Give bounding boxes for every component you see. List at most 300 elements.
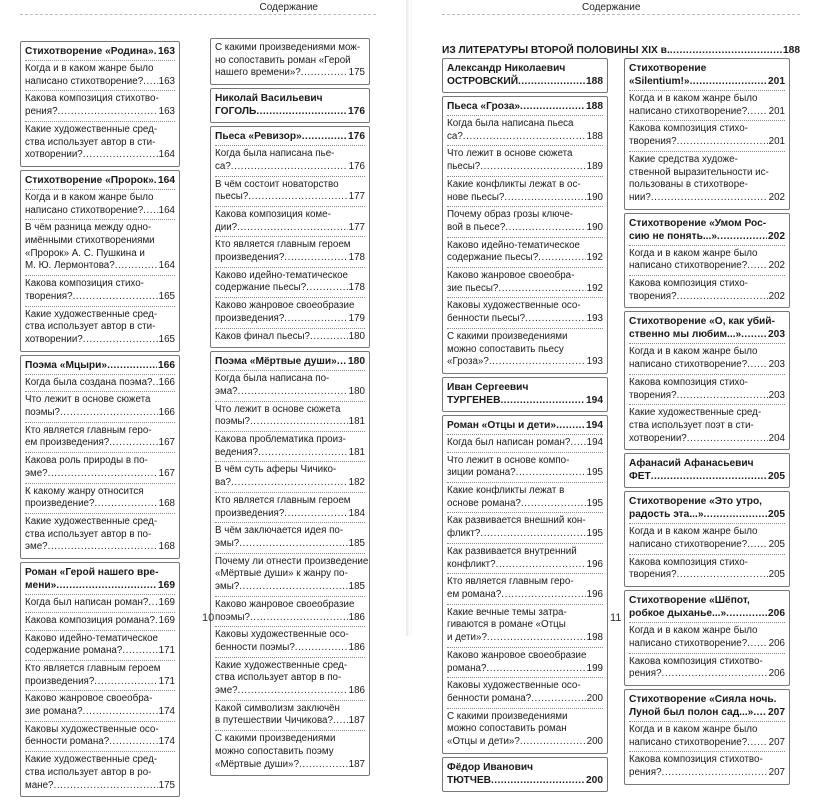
author-box [442,757,608,792]
entry-title [629,328,785,341]
page-ref: 176 [348,131,365,143]
page-ref: 180 [348,385,365,397]
item-divider [629,404,785,405]
question-text: написано стихотворение? [629,105,748,117]
question-text: и дети»? [447,632,487,644]
page-ref: 192 [586,252,603,264]
question-text: написано стихотворение? [629,736,748,748]
toc-entry [442,96,608,374]
question-text: Какова композиция романа? [25,614,155,626]
page-ref: 205 [768,569,785,581]
question [25,106,175,119]
leader-dots [143,205,157,218]
question-line: ственной выразительности ис- [629,166,769,178]
page-ref: 195 [586,497,603,509]
question-text: поэмы? [25,407,60,419]
page-ref: 193 [586,313,603,325]
question-text: вой в пьесе? [447,221,506,233]
leader-dots [284,313,347,326]
question-text: мане? [25,779,54,791]
leader-dots [250,416,348,429]
page-ref: 163 [158,106,175,118]
question [25,597,175,610]
leader-dots [48,541,158,554]
question-line: ства использует автор в по- [25,528,152,540]
leader-dots [531,693,585,706]
question-text: бенности романа? [25,736,110,748]
page-ref: 177 [348,221,365,233]
leader-dots [256,105,347,118]
toc-entry [210,126,370,348]
page-ref: 206 [768,608,785,620]
question-text: бенности поэмы? [215,641,295,653]
question-line: Кто является главным геро- [25,424,152,436]
item-divider [215,236,365,237]
question-text: бенности романа? [447,692,532,704]
question [447,252,603,265]
question [447,313,603,326]
question-line: В чём состоит новаторство [215,178,339,190]
page-ref: 188 [586,76,603,87]
question-line: Когда и в каком жанре было [629,247,758,259]
item-divider [215,145,365,146]
question [25,780,175,793]
page-ref: 167 [158,437,175,449]
page-ref: 205 [768,539,785,551]
question-line: С какими произведениями [215,733,336,745]
item-divider [629,90,785,91]
leader-dots [521,498,586,511]
page-ref: 186 [348,685,365,697]
page-ref: 169 [158,614,175,626]
leader-dots [747,106,767,119]
question-text: романа? [447,662,487,674]
item-divider [25,391,175,392]
right-column-1 [442,58,608,795]
item-divider [447,512,603,513]
question-text: са? [447,130,463,142]
toc-entry [624,590,790,686]
author-surname-text: ГОГОЛЬ [215,106,257,118]
question-text: нии? [629,191,651,203]
entry-title-text: «Silentium!» [629,76,690,87]
author-surname-text: ОСТРОВСКИЙ [447,76,519,87]
item-divider [447,708,603,709]
toc-entry [210,38,370,85]
item-divider [215,700,365,701]
item-divider [629,374,785,375]
question-line: Кто является главным героем [25,662,161,674]
leader-dots [107,359,157,372]
page-ref: 202 [768,290,785,302]
question-line: Каковы художественные осо- [215,629,349,641]
page-ref: 167 [158,467,175,479]
item-divider [215,626,365,627]
left-page [0,0,408,791]
toc-entry [624,689,790,785]
leader-dots [662,767,768,780]
page-ref: 169 [158,580,175,592]
page-ref: 200 [586,736,603,748]
leader-dots [677,569,768,582]
question-line: Какова композиция стихотво- [629,655,763,667]
question [215,759,365,772]
page-ref: 174 [158,736,175,748]
leader-dots [299,759,348,772]
entry-title-text: Поэма «Мёртвые души» [215,356,337,368]
question [215,252,365,265]
question-text: рения? [629,767,662,779]
question-line: Каково идейно-тематическое [215,269,348,281]
leader-dots [677,136,768,149]
item-divider [215,553,365,554]
question-text: нове пьесы? [447,191,505,203]
question [25,76,175,89]
question [25,437,175,450]
question [215,386,365,399]
question [629,433,785,446]
leader-dots [463,131,586,144]
entry-title [25,174,175,187]
question-text: творения? [629,389,677,401]
question-text: пьесы? [215,191,249,203]
question-line: Какие художественные сред- [25,515,158,527]
question-text: хотворении? [25,149,83,161]
leader-dots [726,607,767,620]
leader-dots [239,581,347,594]
page-ref: 194 [586,394,603,406]
question-text: творения? [25,290,73,302]
item-divider [447,115,603,116]
question-text: эме? [25,541,48,553]
entry-title-text: робкое дыханье...» [629,608,727,620]
question-line: но сопоставить роман «Герой [215,54,351,66]
leader-dots [310,331,348,344]
page-ref: 187 [348,758,365,770]
leader-dots [662,668,768,681]
leader-dots [717,230,767,243]
leader-dots [504,192,585,205]
entry-title [25,579,175,592]
question-line: В чём разница между одно- [25,222,152,234]
page-ref: 200 [586,774,603,786]
question-line: Когда и в каком жанре было [629,526,758,538]
page-ref: 175 [348,67,365,79]
leader-dots [496,559,586,572]
page-ref: 189 [586,161,603,173]
leader-dots [231,477,348,490]
item-divider [447,176,603,177]
page-ref: 164 [158,204,175,216]
question [25,260,175,273]
question-text: произведение? [25,498,95,510]
question [25,291,175,304]
question-text: творения? [629,569,677,581]
question-text: дии? [215,221,238,233]
toc-entry [442,415,608,754]
question-text: эма? [215,385,238,397]
entry-title [629,508,785,521]
question-line: Каковы художественные осо- [25,723,159,735]
page-ref: 195 [586,528,603,540]
question-line: Какова композиция стихо- [629,376,748,388]
item-divider [447,145,603,146]
author-surname [447,774,603,787]
question [215,581,365,594]
page-number-right: 11 [610,612,622,624]
question [447,693,603,706]
entry-title-text: сию не понять...» [629,230,717,242]
section-heading-line [442,44,800,57]
page-ref: 180 [348,330,365,342]
question [215,508,365,521]
leader-dots [248,191,347,204]
author-surname-text: ТЮТЧЕВ [447,774,492,786]
leader-dots [500,394,585,407]
toc-entry [624,311,790,450]
question-line: Что лежит в основе сюжета [447,148,573,160]
question-text: поэмы? [215,416,250,428]
item-divider [447,267,603,268]
question [447,528,603,541]
item-divider [629,245,785,246]
toc-entry [624,213,790,309]
question-line: можно сопоставить пьесу [447,343,564,355]
page-ref: 177 [348,191,365,203]
entry-title [25,45,175,58]
item-divider [629,622,785,623]
question-line: Почему образ грозы ключе- [447,209,574,221]
question-text: Когда был написан роман? [25,597,149,609]
author-surname [447,394,603,407]
page-ref: 188 [586,101,603,112]
leader-dots [520,736,586,749]
question-text: хотворении? [629,432,687,444]
page-ref: 164 [158,260,175,272]
leader-dots [480,161,585,174]
entry-title-text: мени» [25,580,57,592]
item-divider [25,121,175,122]
leader-dots [747,260,767,273]
question-line: Какие художественные сред- [629,407,762,419]
question [447,437,603,450]
leader-dots [258,447,348,460]
question-text: эме? [215,685,238,697]
question-line: Как развивается внутренний [447,545,577,557]
leader-dots [753,706,767,719]
entry-title [629,706,785,719]
header-title-left: Содержание [259,2,318,13]
leader-dots [83,706,158,719]
leader-dots [238,386,348,399]
question [447,632,603,645]
leader-dots [690,75,767,88]
page-ref: 185 [348,537,365,549]
item-divider [447,543,603,544]
question-line: ства использует автор в сти- [25,136,156,148]
page-ref: 181 [348,446,365,458]
question-line: Когда и в каком жанре было [25,63,154,74]
leader-dots [525,313,586,326]
question [629,638,785,651]
question-line: Каково жанровое своеобра- [447,270,575,282]
toc-entry [20,562,180,797]
leader-dots [302,130,347,143]
leader-dots [747,539,767,552]
item-divider [215,492,365,493]
entry-title-text: Поэма «Мцыри» [25,359,108,371]
question-line: Кто является главным геро- [447,576,574,588]
page-ref: 207 [768,767,785,779]
entry-title-text: Стихотворение «Родина» [25,46,154,57]
question [25,541,175,554]
page-ref: 196 [586,588,603,600]
page-ref: 201 [768,105,785,117]
entry-title-line: Стихотворение [629,63,707,74]
question-line: можно сопоставить роман [447,723,567,735]
page-ref: 175 [158,779,175,791]
page-ref: 206 [768,637,785,649]
question-line: В чём суть аферы Чичико- [215,464,337,476]
item-divider [25,189,175,190]
item-divider [215,657,365,658]
question [447,222,603,235]
entry-title-line: Стихотворение «Умом Рос- [629,217,767,229]
question [447,131,603,144]
question-line: Что лежит в основе компо- [447,454,570,466]
item-divider [447,647,603,648]
question-line: Какова композиция коме- [215,208,331,220]
question-text: эме? [25,467,48,479]
question-line: пользованы в стихотворе- [629,179,748,191]
right-column-2 [624,58,790,788]
question-text: содержание романа? [25,645,123,657]
question-text: «Гроза»? [447,356,489,368]
leader-dots [60,407,158,420]
page-ref: 182 [348,477,365,489]
question-line: Каковы художественные осо- [447,680,581,692]
item-divider [25,721,175,722]
leader-dots [284,508,347,521]
item-divider [215,522,365,523]
page-ref: 201 [768,76,785,87]
leader-dots [56,579,157,592]
toc-entry [20,41,180,167]
question [25,205,175,218]
author-surname-text: ТУРГЕНЕВ [447,394,501,406]
item-divider [215,401,365,402]
entry-title-text: Пьеса «Гроза» [447,101,521,112]
question-text: конфликт? [447,558,496,570]
leader-dots [651,470,767,483]
leader-dots [520,100,585,113]
question-text: содержание пьесы? [215,282,307,294]
question-line: Какова проблематика произ- [215,434,346,446]
leader-dots [747,737,767,750]
page-ref: 180 [348,356,365,368]
leader-dots [651,192,768,205]
question-text: ведения? [215,446,259,458]
question [629,767,785,780]
leader-dots [498,283,585,296]
entry-title-text: Стихотворение «Пророк» [25,174,154,186]
page-ref: 206 [768,668,785,680]
question-line: Какие художественные сред- [25,754,158,766]
question [215,222,365,235]
page-ref: 201 [768,136,785,148]
page-ref: 203 [768,359,785,371]
item-divider [447,482,603,483]
author-box [442,58,608,93]
question-line: Почему ли отнести произведение [215,555,369,567]
item-divider [215,596,365,597]
entry-title-text: ственно мы любим...» [629,329,742,341]
question-text: содержание пьесы? [447,252,539,264]
question-text: рения? [25,106,58,118]
question-text: поэмы? [215,611,250,623]
question [629,291,785,304]
item-divider [629,751,785,752]
question [629,260,785,273]
question-line: Какие художественные сред- [25,123,158,135]
question [25,407,175,420]
question-text: произведения? [25,675,95,687]
question-line: Какова композиция стихо- [629,278,748,290]
item-divider [447,328,603,329]
question [215,191,365,204]
item-divider [215,297,365,298]
question-text: в путешествии Чичикова? [215,715,333,727]
question-text: написано стихотворение? [25,204,144,216]
leader-dots [284,252,347,265]
leader-dots [516,467,586,480]
question-line: Как развивается внешний кон- [447,515,586,527]
author-first-name: Иван Сергеевич [447,381,529,393]
leader-dots [48,468,158,481]
page-ref: 202 [768,230,785,242]
page-ref: 168 [158,498,175,510]
leader-dots [518,75,585,88]
question-line: Когда и в каком жанре было [629,625,758,637]
leader-dots [295,642,348,655]
item-divider [215,206,365,207]
item-divider [25,513,175,514]
question [629,359,785,372]
question-line: имёнными стихотворениями [25,235,155,247]
question-line: Какие художественные сред- [215,659,348,671]
page-ref: 176 [348,106,365,118]
leader-dots [73,291,158,304]
question [215,282,365,295]
question [447,356,603,369]
question-line: Какой символизм заключён [215,702,340,714]
question-line: Что лежит в основе сюжета [215,403,341,415]
author-box [442,377,608,412]
author-first-name: Александр Николаевич [447,63,566,74]
page-ref: 176 [348,160,365,172]
item-divider [215,730,365,731]
author-first-name: Афанасий Афанасьевич [629,458,754,470]
item-divider [215,431,365,432]
question-line: Какие художественные сред- [25,308,158,320]
leader-dots [148,597,157,610]
page-ref: 164 [158,174,175,186]
right-page [412,0,820,786]
entry-title [629,607,785,620]
question-line: Какие конфликты лежат в [447,485,565,497]
question-text: написано стихотворение? [629,637,748,649]
question [447,498,603,511]
